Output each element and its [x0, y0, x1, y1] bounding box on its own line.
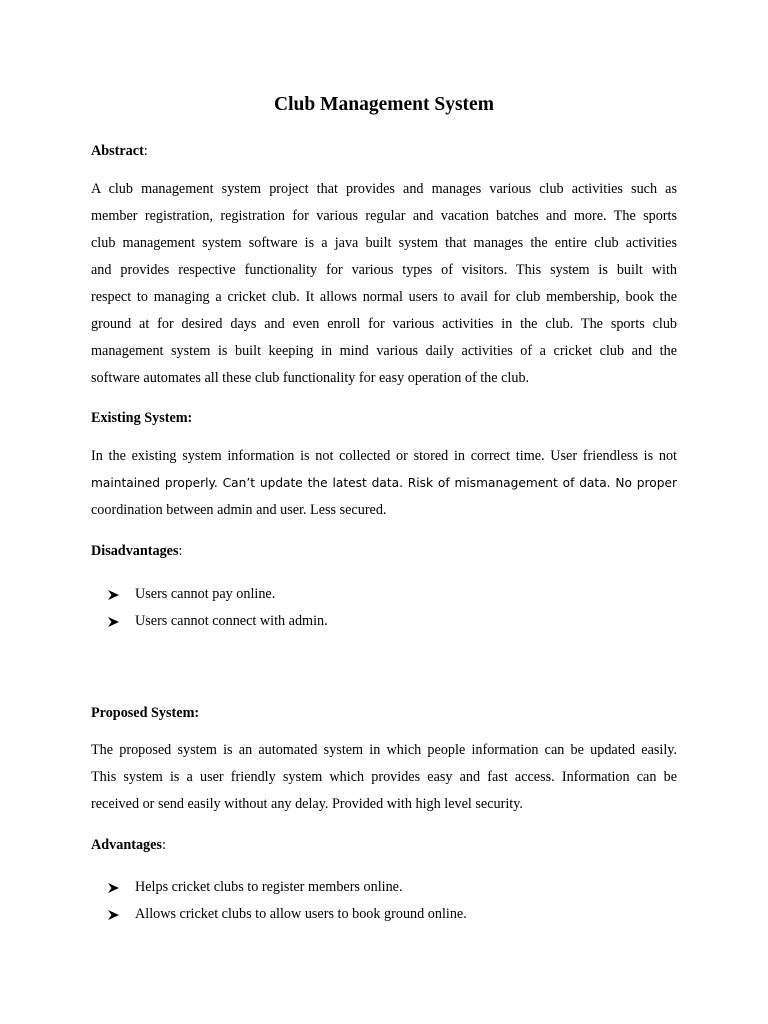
abstract-heading-colon: : — [143, 143, 148, 159]
abstract-paragraph — [91, 176, 677, 392]
abstract-line: club management system software is a java built system that manages the entire club activities — [91, 235, 677, 251]
list-item — [108, 901, 467, 928]
existing-system-heading: Existing System: — [91, 410, 193, 426]
proposed-system-paragraph — [91, 737, 677, 818]
document-title: Club Management System — [274, 94, 494, 115]
disadvantages-list — [108, 581, 328, 635]
disadvantages-heading — [91, 542, 182, 560]
proposed-system-line: The proposed system is an automated system in which people information can be updated easily. — [91, 742, 677, 758]
disadvantages-heading-text: Disadvantages — [91, 543, 179, 559]
list-item-text: Allows cricket clubs to allow users to book ground online. — [135, 906, 467, 922]
arrow-bullet-icon — [108, 590, 119, 600]
list-item-text: Users cannot pay online. — [135, 586, 276, 602]
arrow-bullet-icon — [108, 617, 119, 627]
advantages-heading — [91, 836, 166, 854]
list-item — [108, 581, 328, 608]
existing-system-paragraph — [91, 443, 677, 524]
proposed-system-heading: Proposed System: — [91, 705, 200, 721]
existing-system-line-sans: maintained properly. Can’t update the latest data. Risk of mismanagement of data. No proper — [91, 476, 677, 490]
abstract-line: software automates all these club functionality for easy operation of the club. — [91, 370, 530, 386]
advantages-heading-text: Advantages — [91, 837, 162, 853]
list-item — [108, 608, 328, 635]
advantages-list — [108, 874, 467, 928]
advantages-heading-colon: : — [161, 837, 166, 853]
list-item-text: Users cannot connect with admin. — [135, 613, 328, 629]
abstract-heading — [91, 142, 148, 160]
arrow-bullet-icon — [108, 910, 119, 920]
abstract-line: management system is built keeping in mind various daily activities of a cricket club and the — [91, 343, 677, 359]
arrow-bullet-icon — [108, 883, 119, 893]
abstract-line: and provides respective functionality for various types of visitors. This system is built with — [91, 262, 677, 278]
existing-system-line: coordination between admin and user. Less secured. — [91, 502, 387, 518]
disadvantages-heading-colon: : — [178, 543, 183, 559]
abstract-line: respect to managing a cricket club. It allows normal users to avail for club membership, book the — [91, 289, 677, 305]
proposed-system-line: received or send easily without any delay. Provided with high level security. — [91, 796, 523, 812]
existing-system-line: In the existing system information is not collected or stored in correct time. User friendless is not — [91, 448, 677, 464]
list-item — [108, 874, 467, 901]
list-item-text: Helps cricket clubs to register members online. — [135, 879, 403, 895]
abstract-heading-text: Abstract — [91, 143, 144, 159]
proposed-system-line: This system is a user friendly system which provides easy and fast access. Information can be — [91, 769, 677, 785]
abstract-line: ground at for desired days and even enroll for various activities in the club. The sports club — [91, 316, 677, 332]
abstract-line: A club management system project that provides and manages various club activities such as — [91, 181, 677, 197]
abstract-line: member registration, registration for various regular and vacation batches and more. The sports — [91, 208, 677, 224]
